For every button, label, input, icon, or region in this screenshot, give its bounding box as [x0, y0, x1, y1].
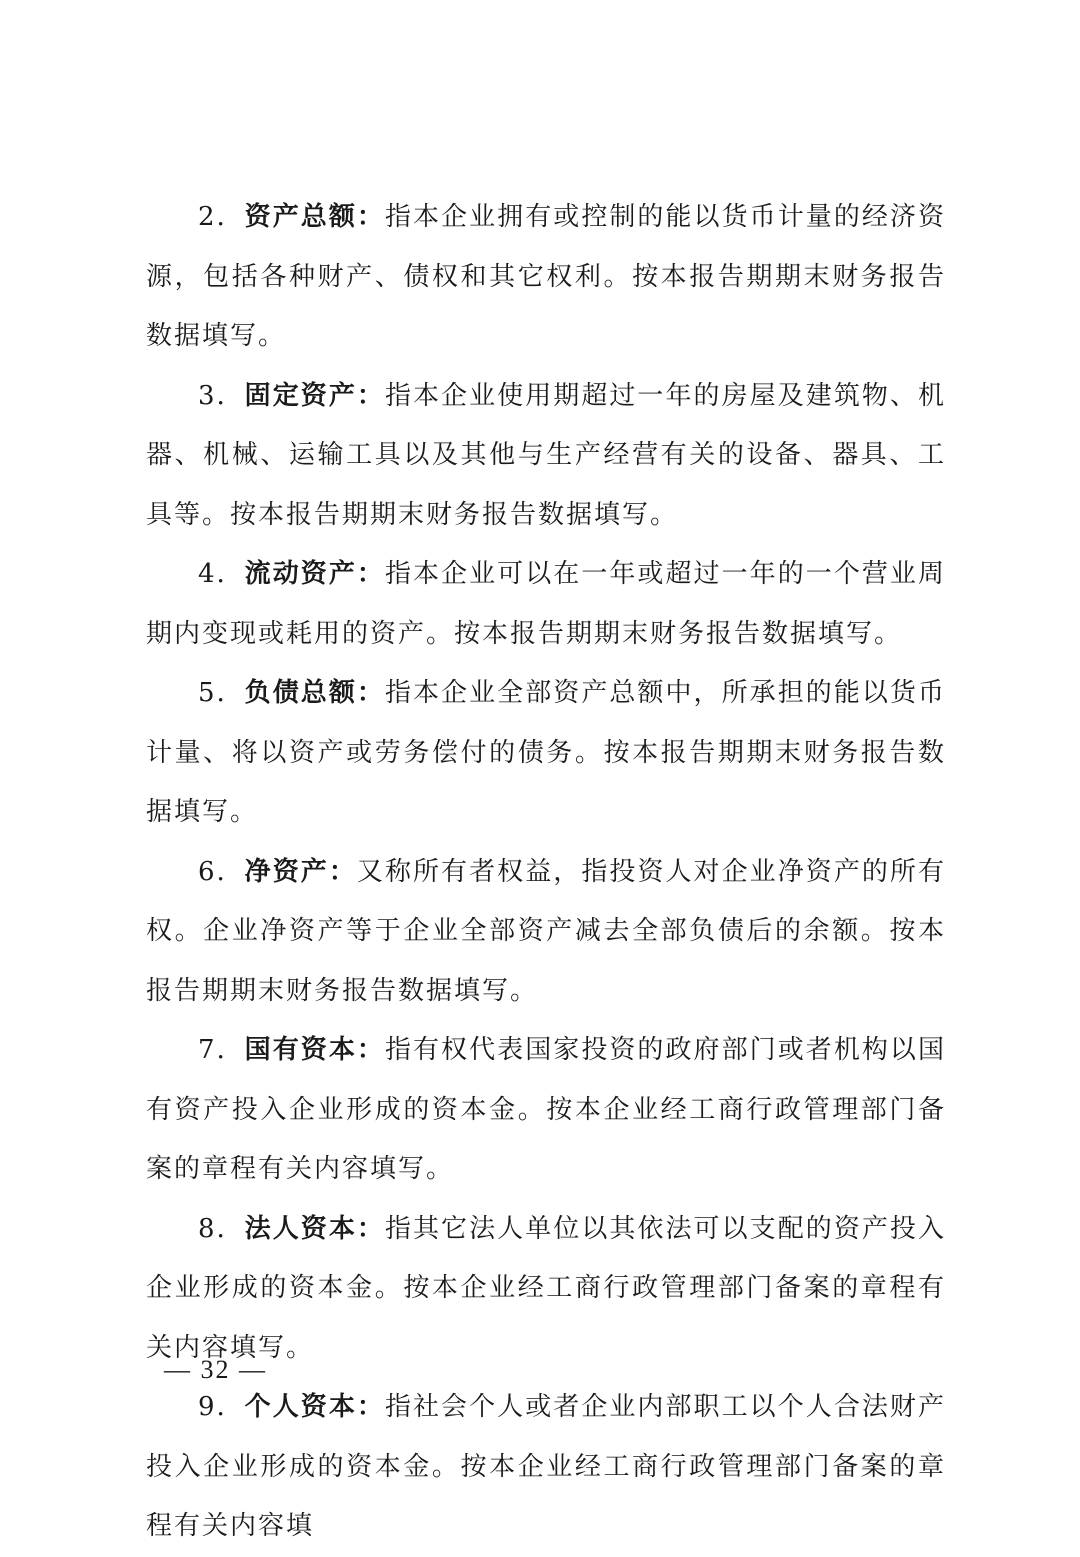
- item-number: 3．: [198, 380, 245, 411]
- page-number: — 32 —: [164, 1355, 267, 1384]
- item-number: 6．: [198, 856, 245, 887]
- definition-text: 又称所有者权益，指投资人对企业净资产的所有权。企业净资产等于企业全部资产减去全部负债后的余额。按本报告期期末财务报告数据填写。: [146, 856, 946, 1006]
- definition-paragraph-5: [146, 664, 946, 843]
- term-label: 资产总额：: [244, 202, 385, 232]
- term-label: 固定资产：: [244, 380, 385, 411]
- definition-paragraph-3: [146, 367, 946, 546]
- item-number: 9．: [198, 1392, 245, 1422]
- definition-text: 指本企业使用期超过一年的房屋及建筑物、机器、机械、运输工具以及其他与生产经营有关的设备、器具、工具等。按本报告期期末财务报告数据填写。: [146, 380, 946, 530]
- definition-text: 指本企业全部资产总额中，所承担的能以货币计量、将以资产或劳务偿付的债务。按本报告期期末财务报告数据填写。: [146, 678, 946, 827]
- term-label: 净资产：: [244, 856, 357, 887]
- term-label: 流动资产：: [244, 559, 385, 589]
- definition-text: 指本企业可以在一年或超过一年的一个营业周期内变现或耗用的资产。按本报告期期末财务报告数据填写。: [146, 559, 946, 649]
- item-number: 7．: [198, 1035, 245, 1065]
- item-number: 8．: [198, 1213, 245, 1244]
- definition-paragraph-4: [146, 545, 946, 664]
- definition-paragraph-2: [146, 188, 946, 367]
- definition-paragraph-6: [146, 843, 946, 1022]
- definition-text: 指有权代表国家投资的政府部门或者机构以国有资产投入企业形成的资本金。按本企业经工商行政管理部门备案的章程有关内容填写。: [146, 1035, 946, 1184]
- item-number: 4．: [198, 559, 245, 589]
- definition-paragraph-7: [146, 1021, 946, 1200]
- term-label: 负债总额：: [244, 678, 385, 708]
- definition-text: 指本企业拥有或控制的能以货币计量的经济资源，包括各种财产、债权和其它权利。按本报告期期末财务报告数据填写。: [146, 202, 946, 351]
- item-number: 2．: [198, 202, 245, 232]
- definition-paragraph-9: [146, 1378, 946, 1557]
- definition-text: 指其它法人单位以其依法可以支配的资产投入企业形成的资本金。按本企业经工商行政管理部门备案的章程有关内容填写。: [146, 1213, 946, 1363]
- term-label: 法人资本：: [244, 1213, 385, 1244]
- term-label: 国有资本：: [244, 1035, 385, 1065]
- item-number: 5．: [198, 678, 245, 708]
- definition-text: 指社会个人或者企业内部职工以个人合法财产投入企业形成的资本金。按本企业经工商行政管理部门备案的章程有关内容填: [146, 1392, 946, 1541]
- term-label: 个人资本：: [244, 1392, 385, 1422]
